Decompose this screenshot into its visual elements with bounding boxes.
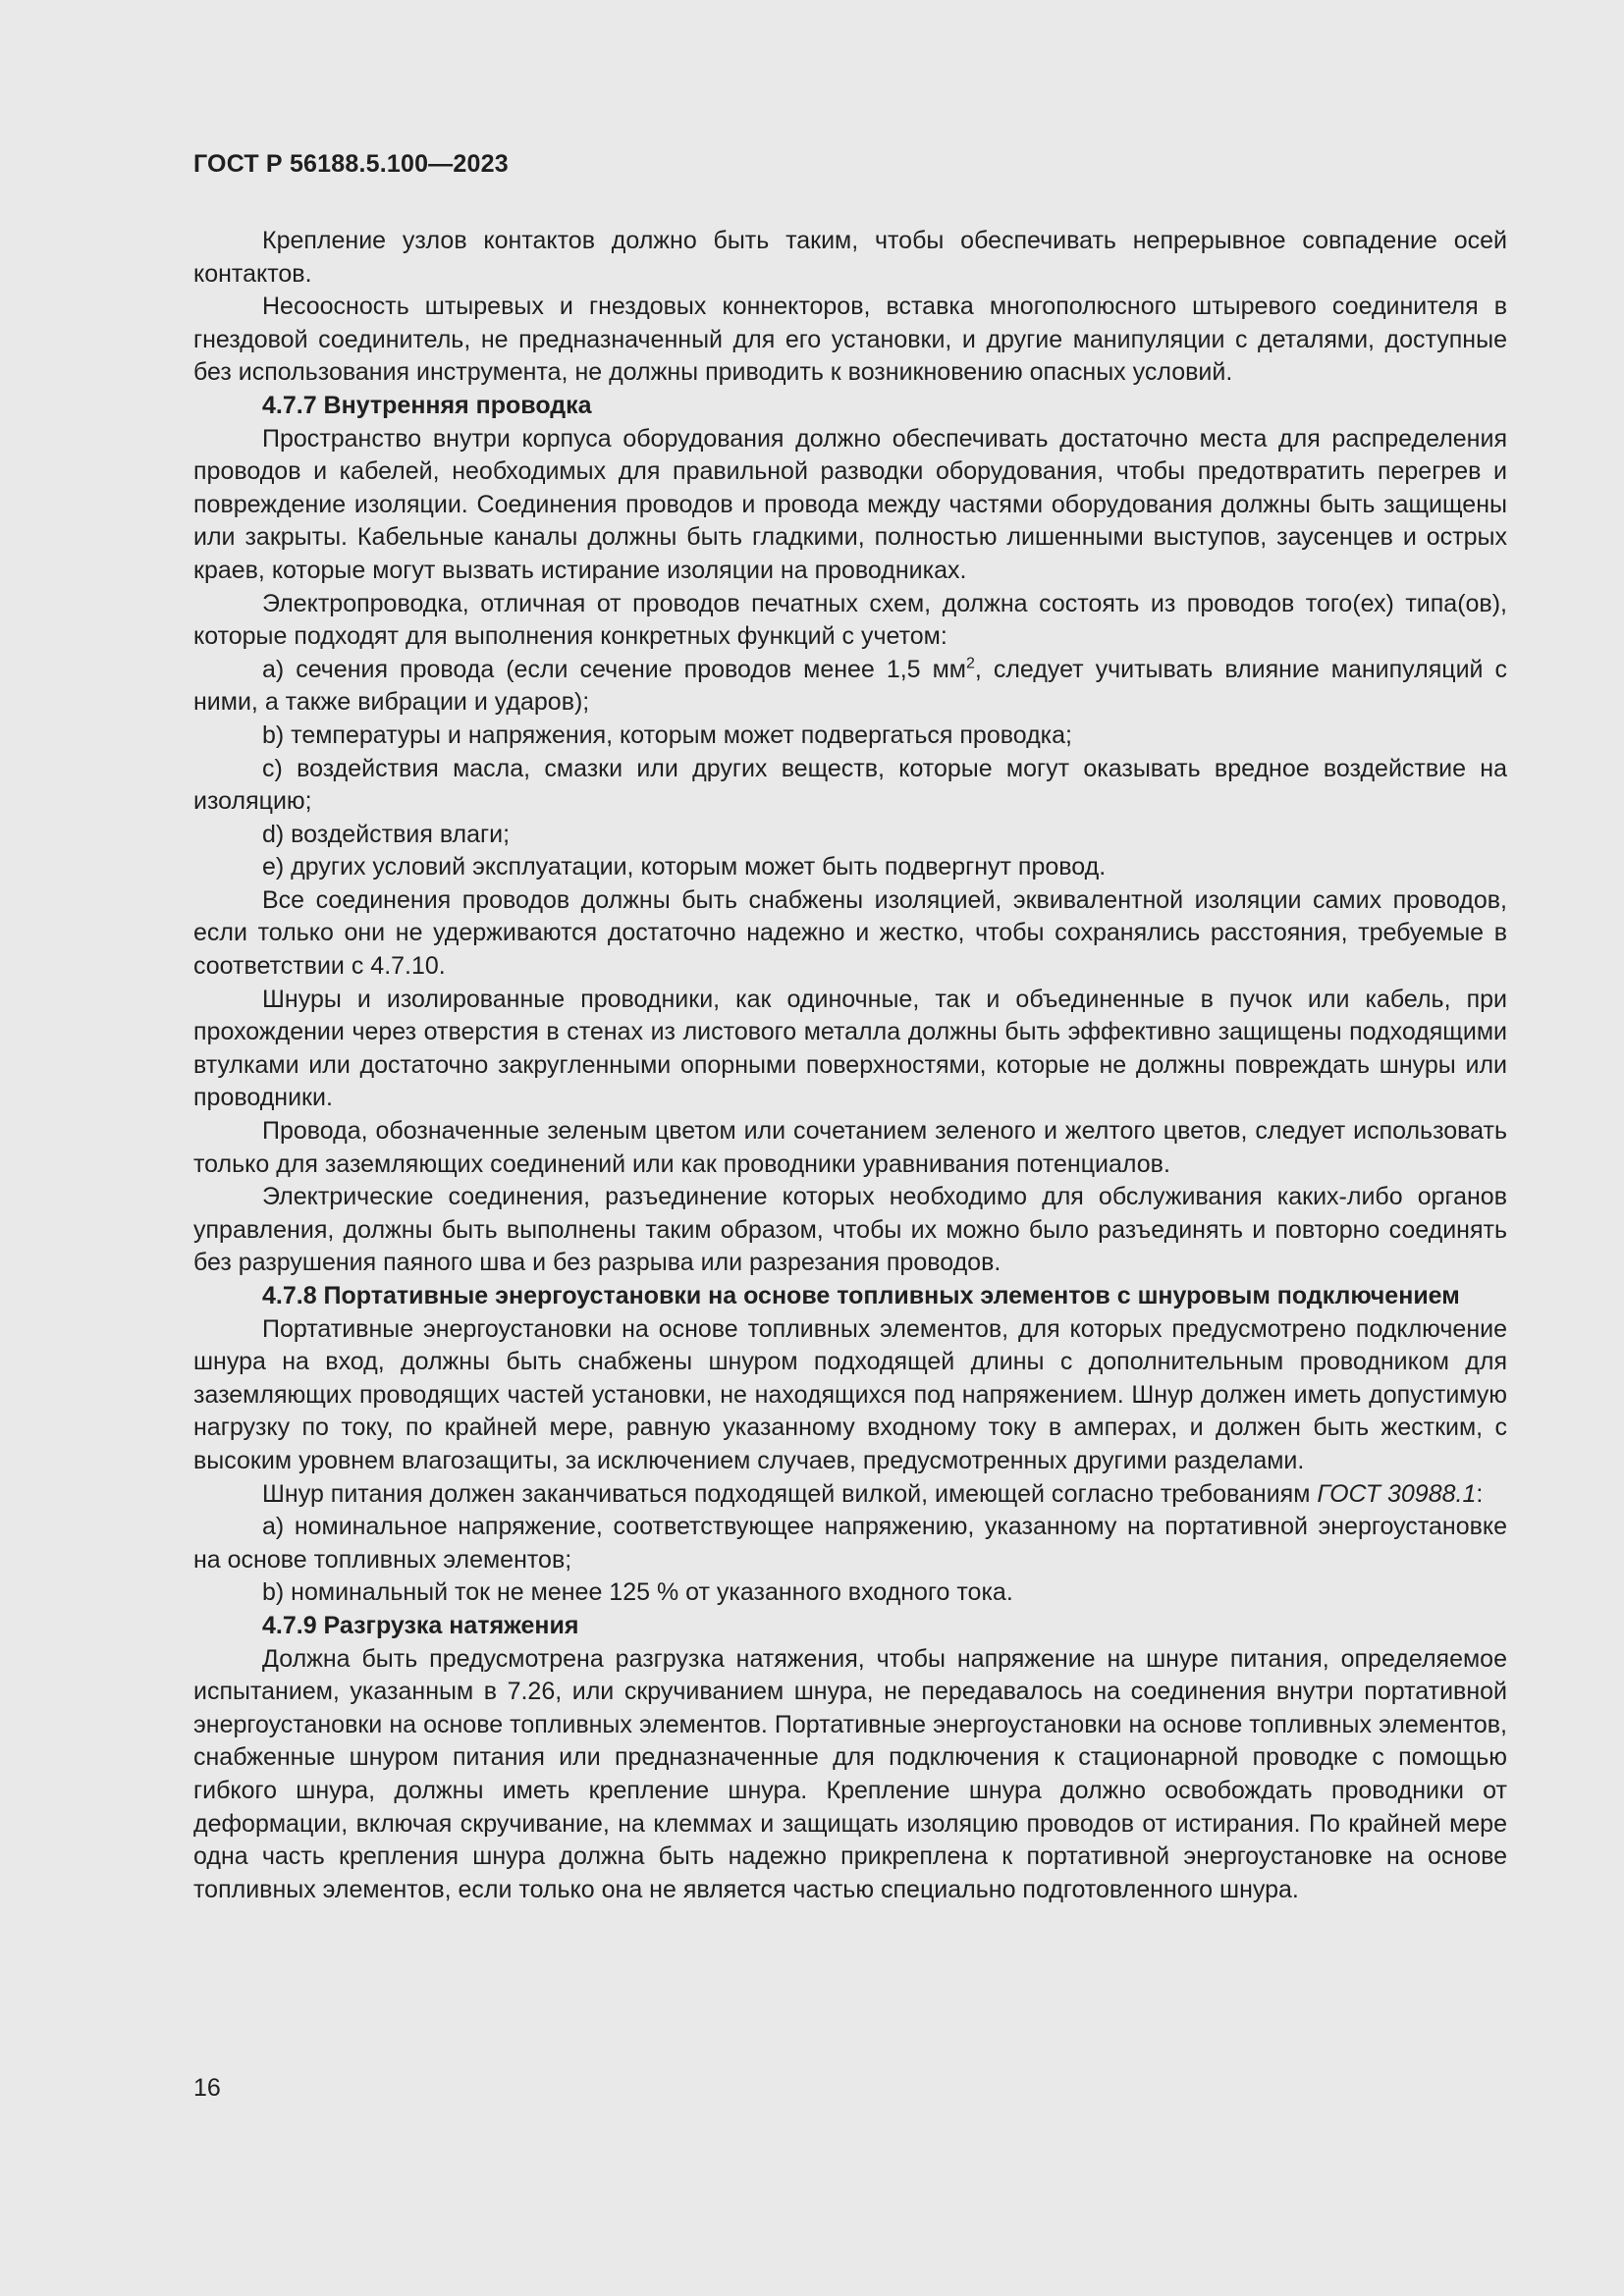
- section-heading-4-7-7: 4.7.7 Внутренняя проводка: [262, 391, 592, 419]
- paragraph: Все соединения проводов должны быть снабжены изоляцией, эквивалентной изоляции самих проводов, если только они не удерживаются достаточно надежно и жестко, чтобы сохранялись расстояния, требуемые в соответствии с 4.7.10.: [193, 885, 1507, 981]
- list-item-b: b) номинальный ток не менее 125 % от указанного входного тока.: [262, 1578, 1013, 1607]
- section-heading-4-7-8: 4.7.8 Портативные энергоустановки на основе топливных элементов с шнуровым подключением: [262, 1282, 1460, 1309]
- paragraph: [193, 1478, 1507, 1512]
- paragraph: Пространство внутри корпуса оборудования должно обеспечивать достаточно места для распределения проводов и кабелей, необходимых для правильной разводки оборудования, чтобы предотвратить перегрев и повреждение изоляции. Соединения проводов и провода между частями оборудования должны быть защищены или закрыты. Кабельные каналы должны быть гладкими, полностью лишенными выступов, заусенцев и острых краев, которые могут вызвать истирание изоляции на проводниках.: [193, 424, 1507, 584]
- list-item-d: d) воздействия влаги;: [262, 820, 511, 848]
- list-item-b: b) температуры и напряжения, которым может подвергаться проводка;: [262, 721, 1072, 749]
- paragraph-text: Шнур питания должен заканчиваться подходящей вилкой, имеющей согласно требованиям: [262, 1479, 1318, 1508]
- list-item-a: a) номинальное напряжение, соответствующее напряжению, указанному на портативной энергоустановке на основе топливных элементов;: [193, 1513, 1507, 1574]
- list-item-a: [193, 654, 1507, 720]
- paragraph: Портативные энергоустановки на основе топливных элементов, для которых предусмотрено подключение шнура на вход, должны быть снабжены шнуром подходящей длины с дополнительным проводником для заземляющих проводящих частей установки, не находящихся под напряжением. Шнур должен иметь допустимую нагрузку по току, по крайней мере, равную указанному входному току в амперах, и должен быть жестким, с высоким уровнем влагозащиты, за исключением случаев, предусмотренных другими разделами.: [193, 1314, 1507, 1474]
- document-header: ГОСТ Р 56188.5.100—2023: [193, 150, 509, 178]
- list-item-text: , следует учитывать влияние манипуляций с ними, а также вибрации и ударов);: [193, 655, 1508, 717]
- paragraph: Провода, обозначенные зеленым цветом или сочетанием зеленого и желтого цветов, следует использовать только для заземляющих соединений или как проводники уравнивания потенциалов.: [193, 1117, 1507, 1178]
- document-body: [193, 225, 1507, 1906]
- superscript: 2: [965, 655, 975, 672]
- page-number: 16: [193, 2074, 221, 2102]
- list-item-c: c) воздействия масла, смазки или других веществ, которые могут оказывать вредное воздействие на изоляцию;: [193, 754, 1507, 816]
- paragraph: Электропроводка, отличная от проводов печатных схем, должна состоять из проводов того(ех) типа(ов), которые подходят для выполнения конкретных функций с учетом:: [193, 589, 1507, 651]
- standard-reference: ГОСТ 30988.1: [1317, 1479, 1477, 1508]
- paragraph: Шнуры и изолированные проводники, как одиночные, так и объединенные в пучок или кабель, при прохождении через отверстия в стенах из листового металла должны быть эффективно защищены подходящими втулками или достаточно закругленными опорными поверхностями, которые не должны повреждать шнуры или проводники.: [193, 985, 1507, 1112]
- section-heading-4-7-9: 4.7.9 Разгрузка натяжения: [262, 1611, 579, 1639]
- paragraph-text: :: [1476, 1479, 1484, 1508]
- list-item-text: а) сечения провода (если сечение проводов менее 1,5 мм: [262, 655, 966, 683]
- paragraph: Электрические соединения, разъединение которых необходимо для обслуживания каких-либо органов управления, должны быть выполнены таким образом, чтобы их можно было разъединять и повторно соединять без разрушения паяного шва и без разрыва или разрезания проводов.: [193, 1183, 1507, 1277]
- paragraph: Крепление узлов контактов должно быть таким, чтобы обеспечивать непрерывное совпадение осей контактов.: [193, 227, 1507, 288]
- paragraph: Несоосность штыревых и гнездовых коннекторов, вставка многополюсного штыревого соединителя в гнездовой соединитель, не предназначенный для его установки, и другие манипуляции с деталями, доступные без использования инструмента, не должны приводить к возникновению опасных условий.: [193, 293, 1507, 387]
- paragraph: Должна быть предусмотрена разгрузка натяжения, чтобы напряжение на шнуре питания, определяемое испытанием, указанным в 7.26, или скручиванием шнура, не передавалось на соединения внутри портативной энергоустановки на основе топливных элементов. Портативные энергоустановки на основе топливных элементов, снабженные шнуром питания или предназначенные для подключения к стационарной проводке с помощью гибкого шнура, должны иметь крепление шнура. Крепление шнура должно освобождать проводники от деформации, включая скручивание, на клеммах и защищать изоляцию проводов от истирания. По крайней мере одна часть крепления шнура должна быть надежно прикреплена к портативной энергоустановке на основе топливных элементов, если только она не является частью специально подготовленного шнура.: [193, 1644, 1507, 1903]
- list-item-e: e) других условий эксплуатации, которым может быть подвергнут провод.: [262, 853, 1107, 881]
